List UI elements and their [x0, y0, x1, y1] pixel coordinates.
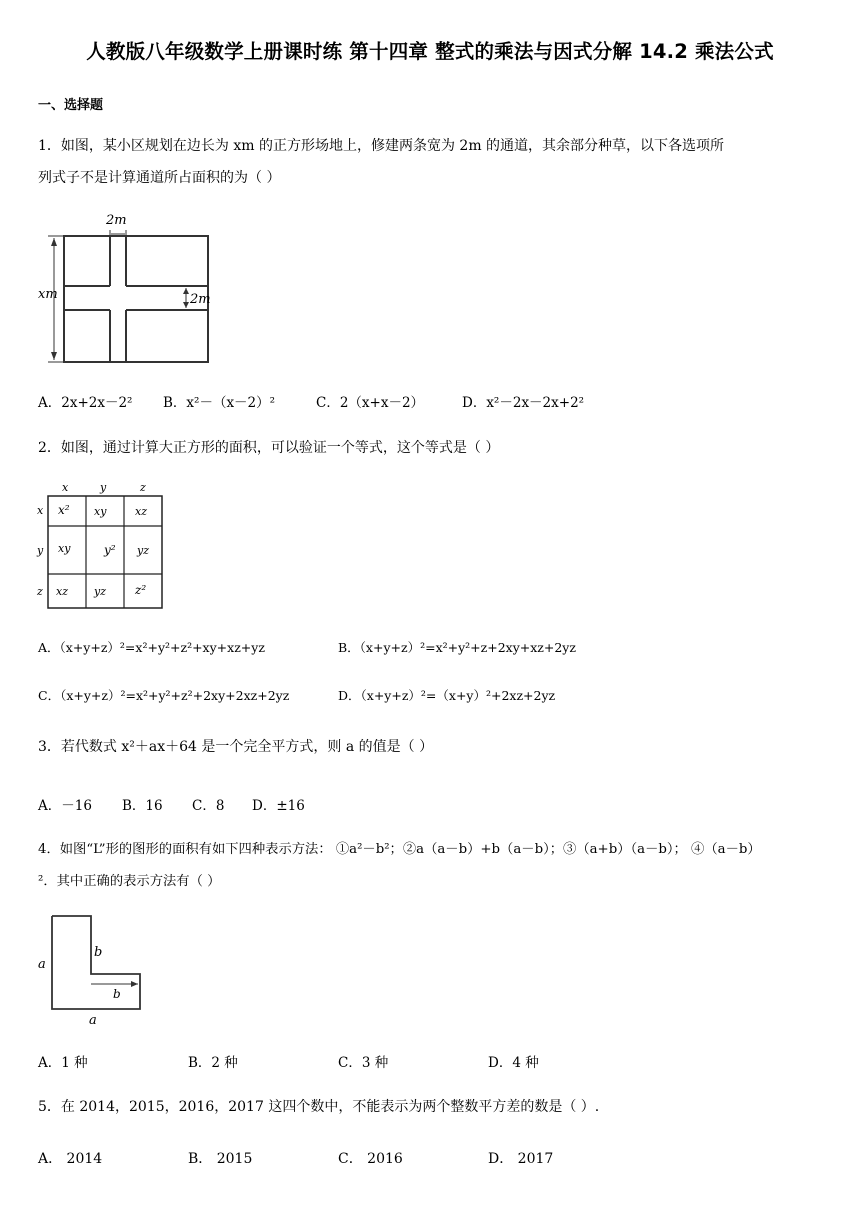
q2-col-header-z: z [140, 481, 146, 494]
q1-label-right: 2m [190, 292, 211, 307]
q2-option-a: A．（x+y+z）²=x²+y²+z²+xy+xz+yz [38, 640, 265, 655]
q2-row-header-y: y [37, 544, 44, 557]
q2-row-header-z: z [37, 585, 43, 598]
q2-figure [34, 478, 174, 612]
q2-col-header-y: y [100, 481, 107, 494]
q4-label-a-bottom: a [89, 1013, 97, 1028]
q4-option-b: B．2 种 [188, 1055, 238, 1071]
section-heading: 一、选择题 [38, 98, 104, 113]
q5-option-b: B． 2015 [188, 1151, 253, 1167]
q2-cell-3-1: xz [56, 585, 68, 598]
q1-stem-line2: 列式子不是计算通道所占面积的为（ ） [38, 170, 281, 186]
q3-option-d: D．±16 [252, 798, 305, 814]
q5-stem: 5．在 2014，2015，2016，2017 这四个数中，不能表示为两个整数平方差的数是（ ）. [38, 1099, 600, 1115]
q4-label-b-bottom: b [113, 987, 121, 1001]
q1-option-b: B．x²－（x－2）² [163, 395, 276, 411]
q4-option-d: D．4 种 [488, 1055, 539, 1071]
q5-option-c: C． 2016 [338, 1151, 403, 1167]
q1-option-a: A．2x+2x－2² [38, 395, 133, 411]
q4-label-b-inner: b [94, 945, 103, 960]
q5-option-a: A． 2014 [38, 1151, 103, 1167]
q3-option-c: C．8 [192, 798, 225, 814]
q3-stem: 3．若代数式 x²＋ax＋64 是一个完全平方式，则 a 的值是（ ） [38, 739, 434, 755]
page-title: 人教版八年级数学上册课时练 第十四章 整式的乘法与因式分解 14.2 乘法公式 [86, 40, 774, 63]
q5-option-d: D． 2017 [488, 1151, 554, 1167]
q1-label-left: xm [38, 287, 58, 302]
q1-option-c: C．2（x+x－2） [316, 395, 425, 411]
q4-label-a-left: a [38, 957, 46, 972]
q1-label-top: 2m [106, 213, 127, 228]
q3-option-a: A．－16 [38, 798, 92, 814]
q2-option-d: D．（x+y+z）²=（x+y）²+2xz+2yz [338, 688, 556, 703]
q4-option-a: A．1 种 [38, 1055, 88, 1071]
q2-cell-3-2: yz [94, 585, 107, 598]
q3-option-b: B．16 [122, 798, 163, 814]
q2-option-b: B．（x+y+z）²=x²+y²+z+2xy+xz+2yz [338, 640, 576, 655]
q1-figure [36, 208, 216, 368]
q1-stem-line1: 1．如图，某小区规划在边长为 xm 的正方形场地上，修建两条宽为 2m 的通道，其余部分种草，以下各选项所 [38, 138, 725, 154]
q2-row-header-x: x [37, 504, 44, 517]
q2-cell-2-2: y² [104, 543, 116, 557]
q4-l-shape-figure [34, 912, 154, 1030]
q2-cell-1-1: x² [58, 503, 70, 517]
q2-cell-1-2: xy [94, 505, 107, 518]
q2-col-header-x: x [62, 481, 69, 494]
q2-cell-3-3: z² [135, 583, 147, 597]
q4-stem-line2: ²．其中正确的表示方法有（ ） [38, 874, 221, 889]
q2-cell-1-3: xz [135, 505, 147, 518]
q4-stem-line1: 4．如图“L”形的图形的面积有如下四种表示方法： ①a²－b²；②a（a－b）+b（a－b）；③（a+b）（a－b）； ④（a－b） [38, 842, 761, 857]
q2-option-c: C．（x+y+z）²=x²+y²+z²+2xy+2xz+2yz [38, 688, 290, 703]
q2-stem: 2．如图，通过计算大正方形的面积，可以验证一个等式，这个等式是（ ） [38, 440, 500, 456]
q4-option-c: C．3 种 [338, 1055, 389, 1071]
q2-cell-2-1: xy [58, 542, 71, 555]
q2-cell-2-3: yz [137, 544, 150, 557]
q1-option-d: D．x²－2x－2x+2² [462, 395, 585, 411]
